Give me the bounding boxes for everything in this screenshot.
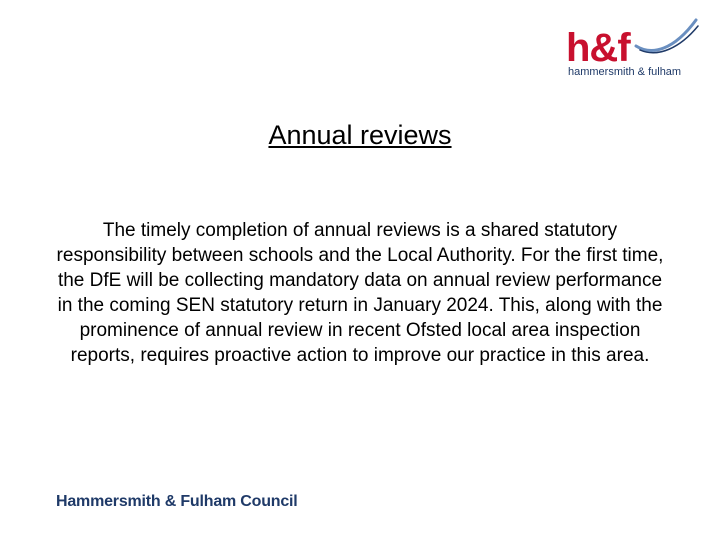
logo-subtitle: hammersmith & fulham [568,66,682,78]
council-logo [566,16,706,86]
logo-mark: h&f [566,26,630,70]
slide-title: Annual reviews [268,120,452,150]
slide-body: The timely completion of annual reviews is a shared statutory responsibility between schools and the Local Authority. For the first time, the DfE will be collecting mandatory data on annual review performance in the coming SEN statutory return in January 2024. This, along with the prominence of annual review in recent Ofsted local area inspection reports, requires proactive action to improve our practice in this area. [56,220,664,366]
swoosh-icon [634,16,700,56]
footer-council-name: Hammersmith & Fulham Council [56,493,298,510]
